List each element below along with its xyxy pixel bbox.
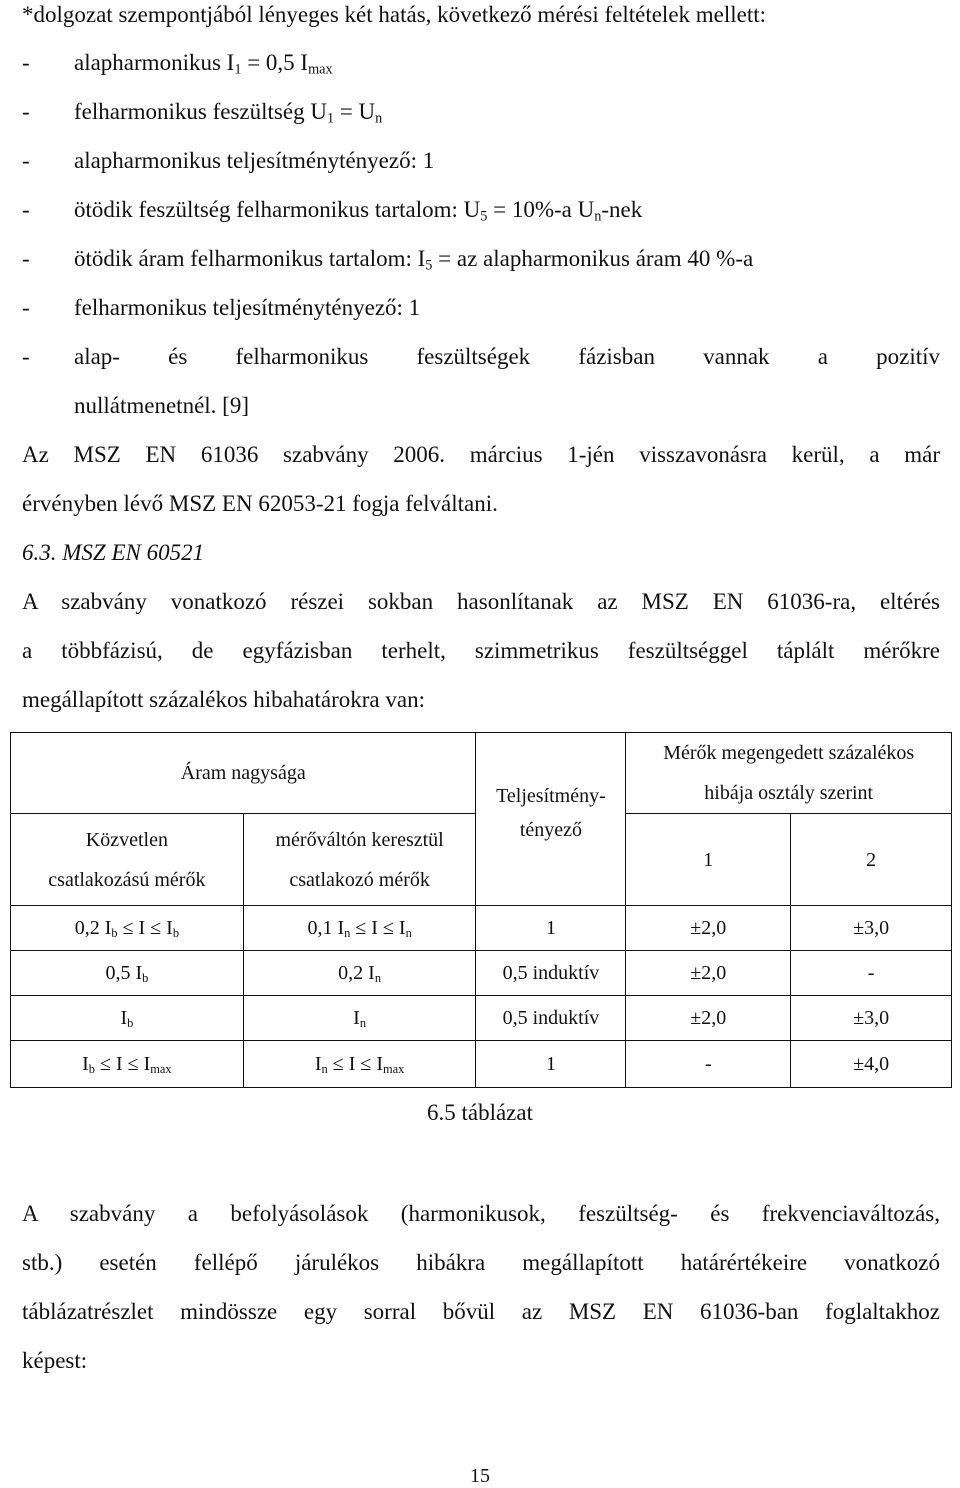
paragraph-line: megállapított százalékos hibahatárokra van: [22,687,425,712]
table-row [11,906,952,951]
bullet-dash: - [22,99,30,124]
paragraph-line: A szabvány vonatkozó részei sokban hasonlítanak az MSZ EN 61036-ra, eltérés [22,589,940,614]
table-cell: ±2,0 [626,996,791,1041]
condition-item: - ötödik feszültség felharmonikus tartalom: $U_5 = 10\%-a$ $U_n$-nek [22,197,643,225]
header-transformer-meters: mérőváltón keresztül csatlakozó mérők [243,814,476,906]
bullet-dash: - [22,148,30,173]
table-row [11,1041,952,1088]
table-cell: ±2,0 [626,951,791,996]
table-cell: $I_b$ [11,996,244,1041]
header-current-magnitude: Áram nagysága [11,733,476,814]
bullet-dash: - [22,197,30,222]
table-row [11,951,952,996]
paragraph-line: A szabvány a befolyásolások (harmonikusok, feszültség- és frekvenciaváltozás, [22,1201,940,1226]
table-header-row [11,814,952,906]
condition-item: - felharmonikus feszültség $U_1 = U_n$ [22,99,383,127]
header-error-limits: Mérők megengedett százalékos hibája osztály szerint [626,733,952,814]
table-cell: 0,2 $I_b \le I \le I_b$ [11,906,244,951]
bullet-dash: - [22,50,30,75]
paragraph-line: stb.) esetén fellépő járulékos hibákra megállapított határértékeire vonatkozó [22,1250,940,1275]
header-power-factor-bottom: tényező [476,814,626,906]
table-cell: 1 [476,906,626,951]
table-cell: ±3,0 [791,996,952,1041]
table-header-row [11,733,952,814]
paragraph-line: táblázatrészlet mindössze egy sorral bővül az MSZ EN 61036-ban foglaltakhoz [22,1299,940,1324]
table-cell: 0,5 $I_b$ [11,951,244,996]
table-row [11,996,952,1041]
section-title: 6.3. MSZ EN 60521 [22,540,205,565]
intro-text: *dolgozat szempontjából lényeges két hatás, következő mérési feltételek mellett: [22,2,767,27]
header-class-2: 2 [791,814,952,906]
table-cell: $I_n \le I \le I_{max}$ [243,1041,476,1088]
table-cell: 0,5 induktív [476,951,626,996]
table-cell: ±3,0 [791,906,952,951]
table-cell: - [626,1041,791,1088]
error-limits-table [10,732,952,1088]
table-cell: 0,2 $I_n$ [243,951,476,996]
condition-item: - ötödik áram felharmonikus tartalom: $I_5$ = az alapharmonikus áram 40 %-a [22,246,754,274]
table-caption: 6.5 táblázat [426,1100,533,1125]
table-cell: $I_b \le I \le I_{max}$ [11,1041,244,1088]
header-class-1: 1 [626,814,791,906]
table-cell: ±2,0 [626,906,791,951]
bullet-dash: - [22,246,30,271]
condition-continuation: nullátmenetnél. [9] [74,393,249,418]
table-cell: 0,5 induktív [476,996,626,1041]
bullet-dash: - [22,344,30,369]
paragraph-line: Az MSZ EN 61036 szabvány 2006. március 1-jén visszavonásra kerül, a már [22,442,940,467]
header-power-factor-top: Teljesítmény- [476,733,626,814]
condition-item: - alapharmonikus $I_1 = 0,5$ $I_{max}$ [22,50,333,78]
header-direct-meters: Közvetlen csatlakozású mérők [11,814,244,906]
paragraph-line: érvényben lévő MSZ EN 62053-21 fogja felváltani. [22,491,498,516]
table-cell: $I_n$ [243,996,476,1041]
paragraph-line: képest: [22,1348,88,1373]
condition-item: - felharmonikus teljesítménytényező: 1 [22,295,421,320]
paragraph-line: a többfázisú, de egyfázisban terhelt, szimmetrikus feszültséggel táplált mérőkre [22,638,940,663]
condition-item: - alap- és felharmonikus feszültségek fázisban vannak a pozitív [22,344,940,369]
page-number: 15 [470,1465,490,1487]
condition-item: - alapharmonikus teljesítménytényező: 1 [22,148,435,173]
table-cell: ±4,0 [791,1041,952,1088]
table-cell: 0,1 $I_n \le I \le I_n$ [243,906,476,951]
table-cell: - [791,951,952,996]
bullet-dash: - [22,295,30,320]
table-cell: 1 [476,1041,626,1088]
